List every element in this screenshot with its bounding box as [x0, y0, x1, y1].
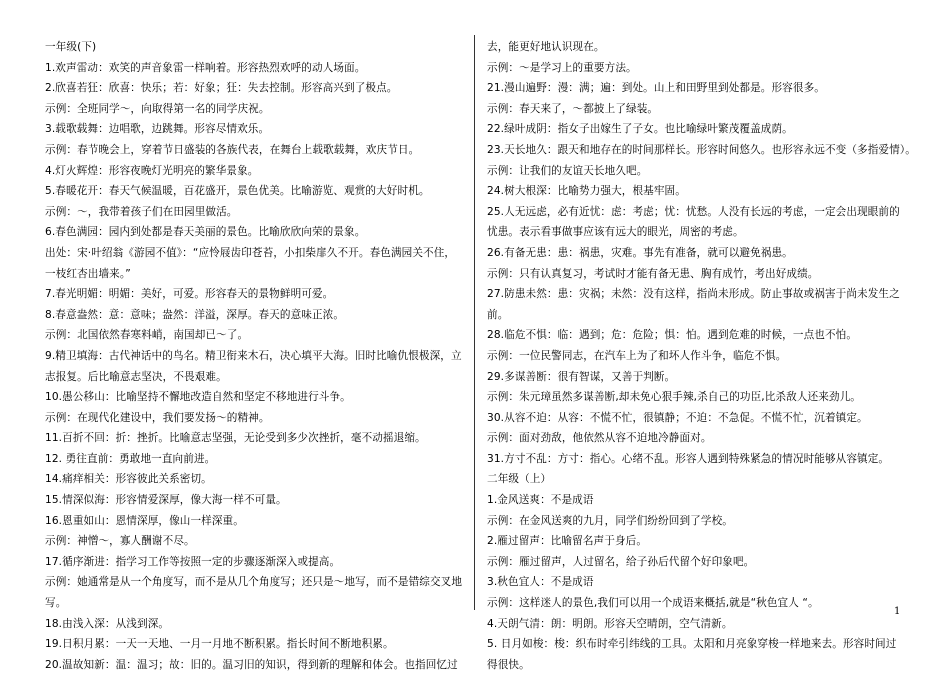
- text-line: 4.天朗气清：朗：明朗。形容天空晴朗，空气清新。: [487, 617, 733, 630]
- text-line: 8.春意盎然：意：意味；盎然：洋溢，深厚。春天的意味正浓。: [45, 308, 345, 321]
- text-line: 示例：全班同学～，向取得第一名的同学庆祝。: [45, 102, 270, 115]
- text-line: 一枝红杏出墙来。”: [45, 267, 131, 280]
- text-line: 示例：雁过留声，人过留名，给子孙后代留个好印象吧。: [487, 555, 755, 568]
- text-line: 示例：北国依然春寒料峭，南国却已～了。: [45, 329, 249, 342]
- text-line: 15.情深似海：形容情爱深厚，像大海一样不可量。: [45, 494, 287, 507]
- text-line: 2.雁过留声：比喻留名声于身后。: [487, 535, 648, 548]
- text-line: 示例：春天来了，～都披上了绿装。: [487, 102, 659, 115]
- text-line: 写。: [45, 597, 67, 610]
- text-line: 10.愚公移山：比喻坚持不懈地改造自然和坚定不移地进行斗争。: [45, 391, 351, 404]
- text-line: 31.方寸不乱：方寸：指心。心绪不乱。形容人遇到特殊紧急的情况时能够从容镇定。: [487, 452, 890, 465]
- text-line: 3.秋色宜人：不是成语: [487, 576, 594, 589]
- text-line: 23.天长地久：跟天和地存在的时间那样长。形容时间悠久。也形容永远不变（多指爱情）。: [487, 143, 916, 156]
- text-line: 22.绿叶成阴：指女子出嫁生了子女。也比喻绿叶繁茂覆盖成荫。: [487, 123, 793, 136]
- text-line: 志报复。后比喻意志坚决，不畏艰难。: [45, 370, 227, 383]
- text-line: 示例：面对劲敌，他依然从容不迫地冷静面对。: [487, 432, 712, 445]
- text-line: 3.载歌载舞：边唱歌，边跳舞。形容尽情欢乐。: [45, 123, 270, 136]
- text-line: 25.人无远虑，必有近忧：虑：考虑；忧：忧愁。人没有长远的考虑，一定会出现眼前的: [487, 205, 900, 218]
- text-line: 示例：春节晚会上，穿着节日盛装的各族代表，在舞台上载歌载舞，欢庆节日。: [45, 143, 420, 156]
- text-line: 12. 勇往直前：勇敢地一直向前进。: [45, 452, 216, 465]
- text-line: 一年级(下): [45, 41, 97, 53]
- text-line: 5.春暖花开：春天气候温暖，百花盛开，景色优美。比喻游览、观赏的大好时机。: [45, 185, 430, 198]
- text-line: 去，能更好地认识现在。: [487, 41, 605, 53]
- text-line: 2.欣喜若狂：欣喜：快乐；若：好象；狂：失去控制。形容高兴到了极点。: [45, 82, 398, 95]
- text-line: 示例：一位民警同志，在汽车上为了和坏人作斗争，临危不惧。: [487, 349, 787, 362]
- text-line: 6.春色满园：园内到处都是春天美丽的景色。比喻欣欣向荣的景象。: [45, 226, 366, 239]
- text-line: 得很快。: [487, 658, 530, 671]
- left-column: [45, 37, 465, 675]
- text-line: 19.日积月累：一天一天地、一月一月地不断积累。指长时间不断地积累。: [45, 638, 394, 651]
- text-line: 20.温故知新：温：温习；故：旧的。温习旧的知识，得到新的理解和体会。也指回忆过: [45, 658, 458, 671]
- text-line: 示例：在金风送爽的九月，同学们纷纷回到了学校。: [487, 514, 733, 527]
- text-line: 示例：～，我带着孩子们在田园里做活。: [45, 205, 238, 218]
- text-line: 16.恩重如山：恩情深厚，像山一样深重。: [45, 514, 244, 527]
- right-column: [487, 37, 916, 675]
- text-line: 29.多谋善断：很有智谋，又善于判断。: [487, 370, 676, 383]
- text-line: 14.痛痒相关：形容彼此关系密切。: [45, 473, 212, 486]
- text-line: 27.防患未然：患：灾祸；未然：没有这样，指尚未形成。防止事故或祸害于尚未发生之: [487, 288, 900, 301]
- text-line: 忧患。表示看事做事应该有远大的眼光，周密的考虑。: [487, 226, 744, 239]
- text-line: 9.精卫填海：古代神话中的鸟名。精卫衔来木石，决心填平大海。旧时比喻仇恨极深，立: [45, 349, 462, 362]
- text-line: 出处：宋·叶绍翁《游园不值》：“应怜屐齿印苍苔，小扣柴扉久不开。春色满园关不住，: [45, 246, 456, 259]
- column-divider: [474, 35, 475, 610]
- text-line: 示例：她通常是从一个角度写，而不是从几个角度写；还只是～地写，而不是错综交叉地: [45, 576, 463, 589]
- text-line: 示例：神憎～，寡人酬谢不尽。: [45, 535, 195, 548]
- text-line: 4.灯火辉煌：形容夜晚灯光明亮的繁华景象。: [45, 164, 259, 177]
- text-line: 28.临危不惧：临：遇到；危：危险；惧：怕。遇到危难的时候，一点也不怕。: [487, 329, 858, 342]
- text-line: 17.循序渐进：指学习工作等按照一定的步骤逐渐深入或提高。: [45, 555, 341, 568]
- text-line: 18.由浅入深：从浅到深。: [45, 617, 170, 630]
- text-line: 11.百折不回：折：挫折。比喻意志坚强，无论受到多少次挫折，毫不动摇退缩。: [45, 432, 426, 445]
- text-line: 示例：这样迷人的景色,我们可以用一个成语来概括,就是“秋色宜人 “。: [487, 597, 819, 610]
- page-number: 1: [894, 606, 901, 617]
- text-line: 示例：只有认真复习，考试时才能有备无患、胸有成竹，考出好成绩。: [487, 267, 819, 280]
- text-line: 1.欢声雷动：欢笑的声音象雷一样响着。形容热烈欢呼的动人场面。: [45, 61, 366, 74]
- text-line: 示例：让我们的友谊天长地久吧。: [487, 164, 648, 177]
- text-line: 1.金风送爽：不是成语: [487, 494, 594, 507]
- text-line: 21.漫山遍野：漫：满；遍：到处。山上和田野里到处都是。形容很多。: [487, 82, 825, 95]
- text-line: 24.树大根深：比喻势力强大，根基牢固。: [487, 185, 686, 198]
- text-line: 示例：朱元璋虽然多谋善断,却未免心狠手辣,杀自己的功臣,比杀敌人还来劲儿。: [487, 391, 861, 404]
- text-line: 前。: [487, 308, 509, 321]
- text-line: 30.从容不迫：从容：不慌不忙，很镇静；不迫：不急促。不慌不忙，沉着镇定。: [487, 411, 868, 424]
- text-line: 26.有备无患：患：祸患，灾难。事先有准备，就可以避免祸患。: [487, 246, 793, 259]
- text-line: 7.春光明媚：明媚：美好，可爱。形容春天的景物鲜明可爱。: [45, 288, 334, 301]
- text-line: 示例：在现代化建设中，我们要发扬～的精神。: [45, 411, 270, 424]
- text-line: 示例：～是学习上的重要方法。: [487, 61, 637, 74]
- text-line: 二年级（上）: [487, 473, 552, 486]
- text-line: 5. 日月如梭：梭：织布时牵引纬线的工具。太阳和月亮象穿梭一样地来去。形容时间过: [487, 638, 897, 651]
